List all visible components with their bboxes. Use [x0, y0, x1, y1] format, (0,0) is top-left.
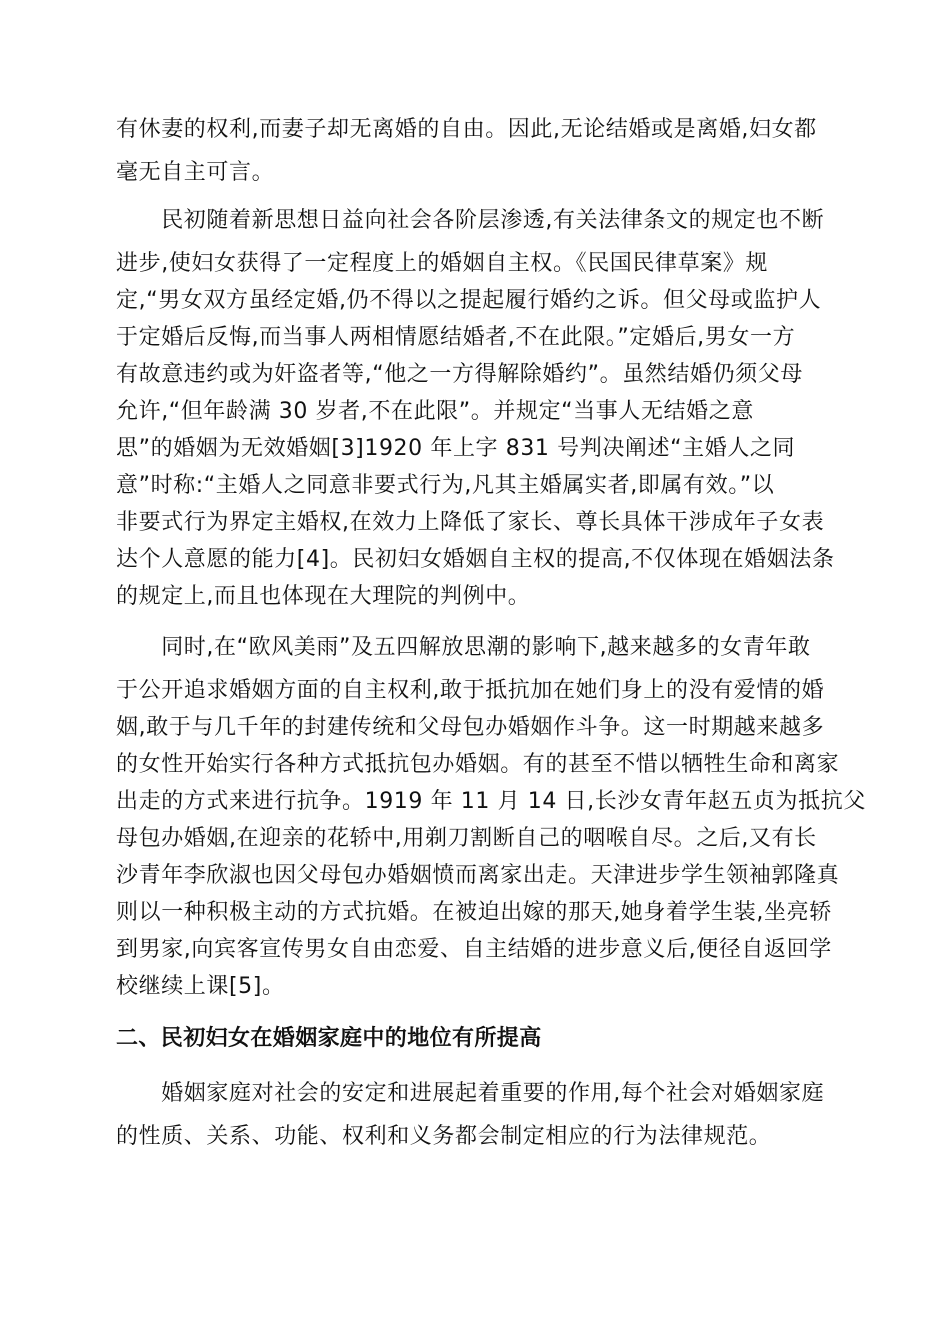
paragraph-3-line-3: 姻,敢于与几千年的封建传统和父母包办婚姻作斗争。这一时期越来越多 [116, 715, 825, 740]
paragraph-2-line-10: 达个人意愿的能力[4]。民初妇女婚姻自主权的提高,不仅体现在婚姻法条 [116, 547, 835, 572]
paragraph-3-line-4: 的女性开始实行各种方式抵抗包办婚姻。有的甚至不惜以牺牲生命和离家 [116, 752, 840, 777]
paragraph-2-line-7: 思”的婚姻为无效婚姻[3]1920 年上字 831 号判决阐述“主婚人之同 [116, 436, 796, 461]
paragraph-3-line-9: 到男家,向宾客宣传男女自由恋爱、自主结婚的进步意义后,便径自返回学 [116, 937, 832, 962]
paragraph-3-line-7: 沙青年李欣淑也因父母包办婚姻愤而离家出走。天津进步学生领袖郭隆真 [116, 863, 840, 888]
paragraph-4-line-1: 婚姻家庭对社会的安定和进展起着重要的作用,每个社会对婚姻家庭 [116, 1081, 825, 1106]
paragraph-2-line-3: 定,“男女双方虽经定婚,仍不得以之提起履行婚约之诉。但父母或监护人 [116, 288, 822, 313]
paragraph-1-line-1: 有休妻的权利,而妻子却无离婚的自由。因此,无论结婚或是离婚,妇女都 [116, 117, 817, 142]
paragraph-3-line-5: 出走的方式来进行抗争。1919 年 11 月 14 日,长沙女青年赵五贞为抵抗父 [116, 789, 866, 814]
paragraph-4-line-2: 的性质、关系、功能、权利和义务都会制定相应的行为法律规范。 [116, 1124, 772, 1149]
paragraph-2-line-5: 有故意违约或为奸盗者等,“他之一方得解除婚约”。虽然结婚仍须父母 [116, 362, 803, 387]
paragraph-2-line-1: 民初随着新思想日益向社会各阶层渗透,有关法律条文的规定也不断 [116, 208, 825, 233]
paragraph-3-line-2: 于公开追求婚姻方面的自主权利,敢于抵抗加在她们身上的没有爱情的婚 [116, 678, 825, 703]
paragraph-3-line-6: 母包办婚姻,在迎亲的花轿中,用剃刀割断自己的咽喉自尽。之后,又有长 [116, 826, 817, 851]
paragraph-2-line-9: 非要式行为界定主婚权,在效力上降低了家长、尊长具体干涉成年子女表 [116, 510, 825, 535]
paragraph-2-line-4: 于定婚后反悔,而当事人两相情愿结婚者,不在此限。”定婚后,男女一方 [116, 325, 796, 350]
paragraph-2-line-11: 的规定上,而且也体现在大理院的判例中。 [116, 584, 531, 609]
paragraph-1-line-2: 毫无自主可言。 [116, 160, 275, 185]
paragraph-3-line-8: 则以一种积极主动的方式抗婚。在被迫出嫁的那天,她身着学生装,坐亮轿 [116, 900, 832, 925]
paragraph-3-line-1: 同时,在“欧风美雨”及五四解放思潮的影响下,越来越多的女青年敢 [116, 635, 811, 660]
section-heading: 二、民初妇女在婚姻家庭中的地位有所提高 [116, 1026, 542, 1051]
paragraph-2-line-6: 允许,“但年龄满 30 岁者,不在此限”。并规定“当事人无结婚之意 [116, 399, 754, 424]
paragraph-2-line-2: 进步,使妇女获得了一定程度上的婚姻自主权。《民国民律草案》规 [116, 251, 768, 276]
paragraph-2-line-8: 意”时称:“主婚人之同意非要式行为,凡其主婚属实者,即属有效。”以 [116, 473, 775, 498]
paragraph-3-line-10: 校继续上课[5]。 [116, 974, 285, 999]
